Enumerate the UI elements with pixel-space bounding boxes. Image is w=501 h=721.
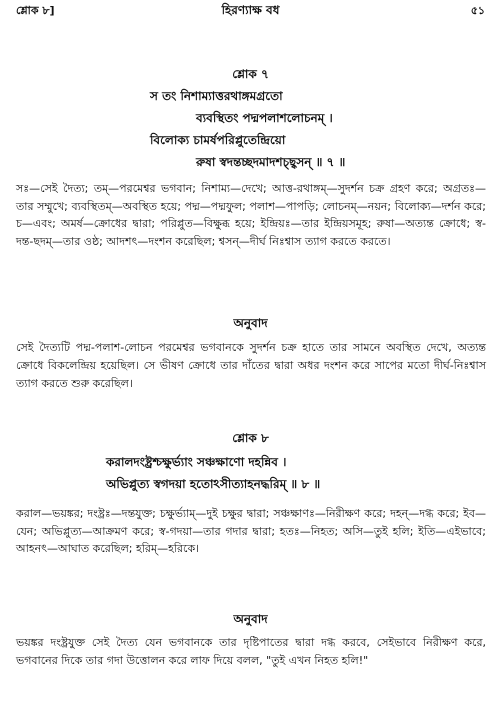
verse-7-translation: সেই দৈত্যটি পদ্ম-পলাশ-লোচন পরমেশ্বর ভগবানকে সুদর্শন চক্র হাতে তার সামনে অবস্থিত দেখে, অত্যন্ত ক্রোধে বিকলেন্দ্রিয় হয়েছিল। সে ভীষণ ক্রোধে তার দাঁতের দ্বারা অধর দংশন করে সাপের মতো দীর্ঘ-নিঃশ্বাস ত্যাগ করতে শুরু করেছিল।: [16, 341, 486, 390]
verse-7-line-2: ব্যবস্থিতং পদ্মপলাশলোচনম্ ।: [196, 111, 333, 125]
verse-7-line-1: স তং নিশাম্যাত্তরথাঙ্গমগ্রতো: [150, 89, 283, 103]
verse-8-line-1: করালদংষ্ট্রশ্চক্ষুর্ভ্যাং সঞ্চক্ষাণো দহন্নিব ।: [106, 455, 287, 469]
verse-8-translation: ভয়ঙ্কর দংষ্ট্রযুক্ত সেই দৈত্য যেন ভগবানকে তার দৃষ্টিপাতের দ্বারা দগ্ধ করবে, সেইভাবে নিরীক্ষণ করে, ভগবানের দিকে তার গদা উত্তোলন করে লাফ দিয়ে বলল, "তুই এখন নিহত হলি!": [16, 636, 486, 667]
verse-7-line-4: রুষা স্বদন্তচ্ছদমাদশচ্ছ্বসন্ ॥ ৭ ॥: [196, 155, 346, 169]
verse-7-title: শ্লোক ৭: [232, 67, 269, 81]
verse-8-translation-heading: অনুবাদ: [233, 612, 268, 626]
verse-7-synonyms: সঃ—সেই দৈত্য; তম্—পরমেশ্বর ভগবান; নিশাম্য—দেখে; আত্ত-রথাঙ্গম্—সুদর্শন চক্র গ্রহণ করে; অগ্রতঃ—তার সম্মুখে; ব্যবস্থিতম্—অবস্থিত হয়ে; পদ্ম—পদ্মফুল; পলাশ—পাপড়ি; লোচনম্—নয়ন; বিলোক্য—দর্শন করে; চ—এবং; অমর্ষ—ক্রোধের দ্বারা; পরিপ্লুত—বিক্ষুব্ধ হয়ে; ইন্দ্রিয়ঃ—তার ইন্দ্রিয়সমূহ; রুষা—অত্যন্ত ক্রোধে; স্ব-দন্ত-ছদম্—তার ওষ্ঠ; আদশৎ—দংশন করেছিল; শ্বসন্—দীর্ঘ নিঃশ্বাস ত্যাগ করতে করতে।: [16, 182, 486, 248]
verse-8-synonyms: করাল—ভয়ঙ্কর; দংষ্ট্রঃ—দন্তযুক্ত; চক্ষুর্ভ্যাম্—দুই চক্ষুর দ্বারা; সঞ্চক্ষাণঃ—নিরীক্ষণ করে; দহন্—দগ্ধ করে; ইব—যেন; অভিপ্লুত্য—আক্রমণ করে; স্ব-গদয়া—তার গদার দ্বারা; হতঃ—নিহত; অসি—তুই হলি; ইতি—এইভাবে; আহনৎ—আঘাত করেছিল; হরিম্—হরিকে।: [16, 507, 486, 555]
running-header-verse: শ্লোক ৮]: [16, 4, 55, 17]
verse-7-line-3: বিলোক্য চামর্ষপরিপ্লুতেন্দ্রিয়ো: [150, 133, 286, 147]
verse-8-line-2: অভিপ্লুত্য স্বগদয়া হতোঽসীত্যাহনদ্ধরিম্ ॥ ৮ ॥: [106, 477, 321, 491]
verse-7-translation-heading: অনুবাদ: [233, 316, 268, 330]
verse-8-title: শ্লোক ৮: [232, 431, 269, 445]
running-header-chapter: হিরণ্যাক্ষ বধ: [221, 3, 280, 17]
page-number: ৫১: [470, 4, 485, 17]
